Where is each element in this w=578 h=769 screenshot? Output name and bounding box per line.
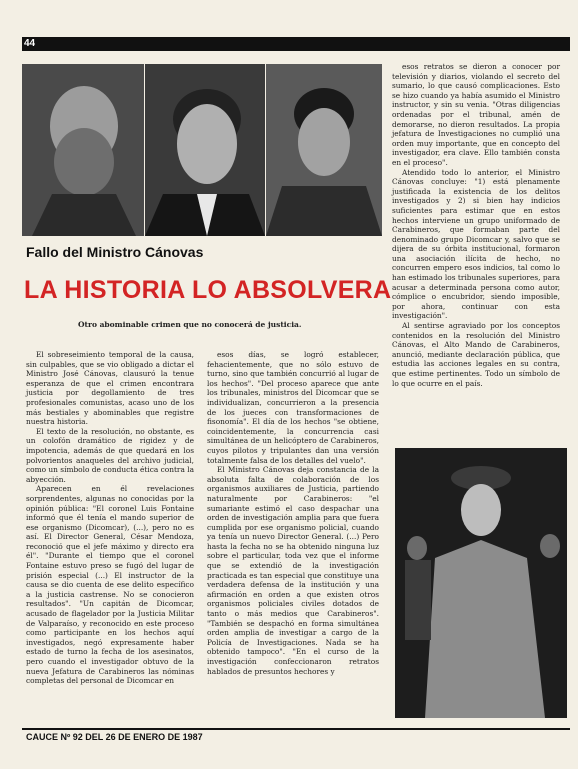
column-3	[392, 62, 560, 388]
headline: LA HISTORIA LO ABSOLVERA	[24, 276, 392, 304]
paragraph: El sobreseimiento temporal de la causa, sin culpables, que se vio obligado a dictar el Ministro José Cánovas, clausuró la tenue esperanza de que el crimen encontrara justicia por degollamiento de tres profesionales comunistas, acaso uno de los más bestiales y abominables que registre nuestra historia.	[26, 350, 194, 427]
paragraph: esos retratos se dieron a conocer por televisión y diarios, violando el secreto del sumario, lo que causó complicaciones. Esto se hizo cuando ya había asumido el Ministro instructor, y sin su venia. "Otras diligencias ordenadas por el tribunal, amén de demorarse, no dieron resultados. La propia jefatura de Investigaciones no cumplió una orden muy importante, que en concepto del investigador, era clave. Ello también consta en el proceso".	[392, 62, 560, 167]
column-2	[207, 350, 379, 676]
deck: Otro abominable crimen que no conocerá de justicia.	[78, 320, 302, 329]
paragraph: El texto de la resolución, no obstante, es un colofón dramático de rigidez y de impotencia, además de que quedará en los polvorientos anaqueles del archivo judicial, como un símbolo de conducta ética contra la abyección.	[26, 426, 194, 484]
column-1	[26, 350, 194, 686]
paragraph: Al sentirse agraviado por los conceptos contenidos en la resolución del Ministro Cánovas, el Alto Mando de Carabineros, anunció, mediante declaración pública, que estudia las acciones legales en su contra, que estime pertinentes. Todo un símbolo de lo que ocurre en el país.	[392, 321, 560, 388]
kicker: Fallo del Ministro Cánovas	[26, 244, 204, 260]
paragraph: Aparecen en él revelaciones sorprendentes, algunas no conocidas por la opinión pública: "El coronel Luis Fontaine informó que él tenía el mando superior de ese organismo (Dicomcar), (...), pero no es así. El Director General, César Mendoza, reconoció que el jefe máximo y directo era él". "Durante el tiempo que el coronel Fontaine estuvo preso se fugó del lugar de prisión especial (...) El instructor de la causa se dio cuenta de ese delito específico a la justicia castrense. No se conocieron resultados". "Un capitán de Dicomcar, acusado de flagelador por la Justicia Militar de Valparaíso, y reconocido en este proceso como participante en los hechos aquí investigados, negó expresamente haber estado de turno la fecha de los asesinatos, pero cuando el investigador obtuvo de la nueva Jefatura de Carabineros las nóminas completas del personal de Dicomcar en	[26, 484, 194, 686]
paragraph: Atendido todo lo anterior, el Ministro Cánovas concluye: "1) está plenamente justificada la existencia de los delitos investigados y 2) si bien hay indicios suficientes para estimar que en estos hechos interviene un grupo uniformado de Carabineros, que formaban parte del denominado grupo Dicomcar y, salvo que se dijera de su órbita institucional, formaron una asociación ilícita de hecho, no concurren empero esos indicios, tal como lo han estimado los tribunales superiores, para acusar a determinada persona como autor, cómplice o encubridor, siendo imposible, por ahora, continuar con esta investigación".	[392, 167, 560, 321]
portrait-photo-2	[145, 64, 265, 236]
footer-text: CAUCE Nº 92 DEL 26 DE ENERO DE 1987	[26, 732, 203, 742]
footer-rule	[22, 728, 570, 742]
paragraph: El Ministro Cánovas deja constancia de la absoluta falta de colaboración de los organismos auxiliares de Justicia, partiendo naturalmente por Carabineros: "el sumariante estimó el caso despachar una orden de investigación amplia para que fuera cumplida por ese organismo policial, cuando ya tenía un nuevo Director General. (...) Pero hasta la fecha no se ha obtenido ninguna luz sobre el particular, toda vez que el informe que se extendió de la investigación practicada es tan especial que constituye una verdadera defensa de la institución y una afirmación en orden a que existen otros organismos policiales civiles dotados de tanto o más medios que Carabineros". "También se despachó en forma simultánea orden amplia de investigar a cargo de la Policía de Investigaciones. Nada se ha obtenido tampoco". "En el curso de la investigación confeccionaron retratos hablados de presuntos hechores y	[207, 465, 379, 676]
paragraph: esos días, se logró establecer, fehacientemente, que no sólo estuvo de turno, sino que también concurrió al lugar de los hechos". "Del proceso aparece que ante los tribunales, ministros del Dicomcar que se individualizan, concurrieron a la presencia de los jueces con transformaciones de fisonomía". El día de los hechos "se obtiene, coincidentemente, la concurrencia casi simultánea de un helicóptero de Carabineros, cuyos pilotos y tripulantes dan una versión totalmente falsa de los detalles del vuelo".	[207, 350, 379, 465]
portrait-photo-3	[266, 64, 382, 236]
portrait-photo-1	[22, 64, 144, 236]
street-photo	[395, 448, 567, 718]
page-number: 44	[24, 38, 36, 49]
top-bar	[22, 37, 570, 51]
